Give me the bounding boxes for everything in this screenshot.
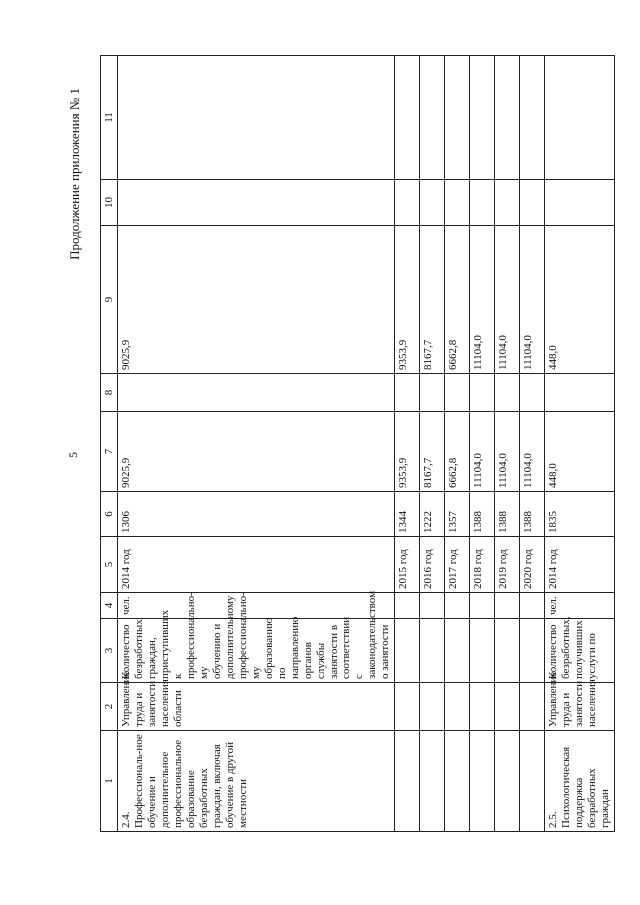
value-cell: 448,0 (545, 226, 615, 374)
table-row (395, 56, 420, 832)
table-row (118, 56, 395, 832)
value-cell (545, 180, 615, 226)
year-cell: 2015 год (395, 537, 420, 593)
value-cell (520, 180, 545, 226)
value-cell (445, 374, 470, 412)
col-num-7: 7 (101, 412, 118, 492)
year-cell: 2014 год (545, 537, 615, 593)
value-cell: 1388 (495, 492, 520, 537)
value-cell: 9353,9 (395, 412, 420, 492)
value-cell (470, 56, 495, 180)
executor-cell: Управление труда и занятости населения (545, 683, 615, 731)
value-cell: 11104,0 (520, 226, 545, 374)
indicator-cell: Количество безработных, получивших услуги по (545, 619, 615, 683)
value-cell (495, 56, 520, 180)
value-cell (445, 56, 470, 180)
col-num-2: 2 (101, 683, 118, 731)
col-num-10: 10 (101, 180, 118, 226)
col-num-4: 4 (101, 593, 118, 619)
value-cell: 1388 (470, 492, 495, 537)
value-cell (545, 374, 615, 412)
value-cell (118, 180, 395, 226)
value-cell (470, 180, 495, 226)
value-cell (118, 374, 395, 412)
col-num-5: 5 (101, 537, 118, 593)
value-cell: 8167,7 (420, 226, 445, 374)
col-num-6: 6 (101, 492, 118, 537)
value-cell: 448,0 (545, 412, 615, 492)
col-num-3: 3 (101, 619, 118, 683)
value-cell: 1835 (545, 492, 615, 537)
value-cell (495, 180, 520, 226)
value-cell (520, 374, 545, 412)
value-cell: 1344 (395, 492, 420, 537)
year-cell: 2018 год (470, 537, 495, 593)
unit-cell: чел. (545, 593, 615, 619)
year-cell: 2020 год (520, 537, 545, 593)
col-num-1: 1 (101, 731, 118, 832)
column-number-row (101, 56, 118, 832)
year-cell: 2019 год (495, 537, 520, 593)
table-row (445, 56, 470, 832)
value-cell (395, 180, 420, 226)
value-cell: 11104,0 (495, 226, 520, 374)
col-num-8: 8 (101, 374, 118, 412)
measure-cell: 2.5. Психологическая поддержка безработных граждан (545, 731, 615, 832)
value-cell: 6662,8 (445, 412, 470, 492)
value-cell (118, 56, 395, 180)
value-cell (395, 56, 420, 180)
table-row (420, 56, 445, 832)
value-cell: 1357 (445, 492, 470, 537)
col-num-9: 9 (101, 226, 118, 374)
value-cell: 1388 (520, 492, 545, 537)
value-cell: 9353,9 (395, 226, 420, 374)
measure-cell: 2.4. Профессиональ-ное обучение и дополнительное профессиональное образование безработных граждан, включая обучение в другой местности (118, 731, 395, 832)
indicator-cell: Количество безработных граждан, приступивших к профессионально-му обучению и дополнительному профессионально-му образованию по направлению органов службы занятости в соответствии с законодательством о занятости (118, 619, 395, 683)
unit-cell: чел. (118, 593, 395, 619)
value-cell: 9025,9 (118, 226, 395, 374)
table-row (495, 56, 520, 832)
value-cell (495, 374, 520, 412)
value-cell (395, 374, 420, 412)
col-num-11: 11 (101, 56, 118, 180)
value-cell (445, 180, 470, 226)
value-cell (520, 56, 545, 180)
table-row (520, 56, 545, 832)
page-number: 5 (66, 452, 80, 458)
value-cell: 1222 (420, 492, 445, 537)
table-row (470, 56, 495, 832)
table-row (545, 56, 615, 832)
year-cell: 2016 год (420, 537, 445, 593)
value-cell: 1306 (118, 492, 395, 537)
value-cell (420, 56, 445, 180)
value-cell: 11104,0 (520, 412, 545, 492)
value-cell: 11104,0 (470, 226, 495, 374)
value-cell: 8167,7 (420, 412, 445, 492)
value-cell (420, 180, 445, 226)
continuation-title: Продолжение приложения № 1 (67, 88, 82, 260)
value-cell: 9025,9 (118, 412, 395, 492)
year-cell: 2014 год (118, 537, 395, 593)
value-cell (545, 56, 615, 180)
year-cell: 2017 год (445, 537, 470, 593)
value-cell: 6662,8 (445, 226, 470, 374)
value-cell: 11104,0 (495, 412, 520, 492)
program-table (100, 55, 615, 832)
value-cell (470, 374, 495, 412)
executor-cell: Управление труда и занятости населения области (118, 683, 395, 731)
value-cell (420, 374, 445, 412)
value-cell: 11104,0 (470, 412, 495, 492)
